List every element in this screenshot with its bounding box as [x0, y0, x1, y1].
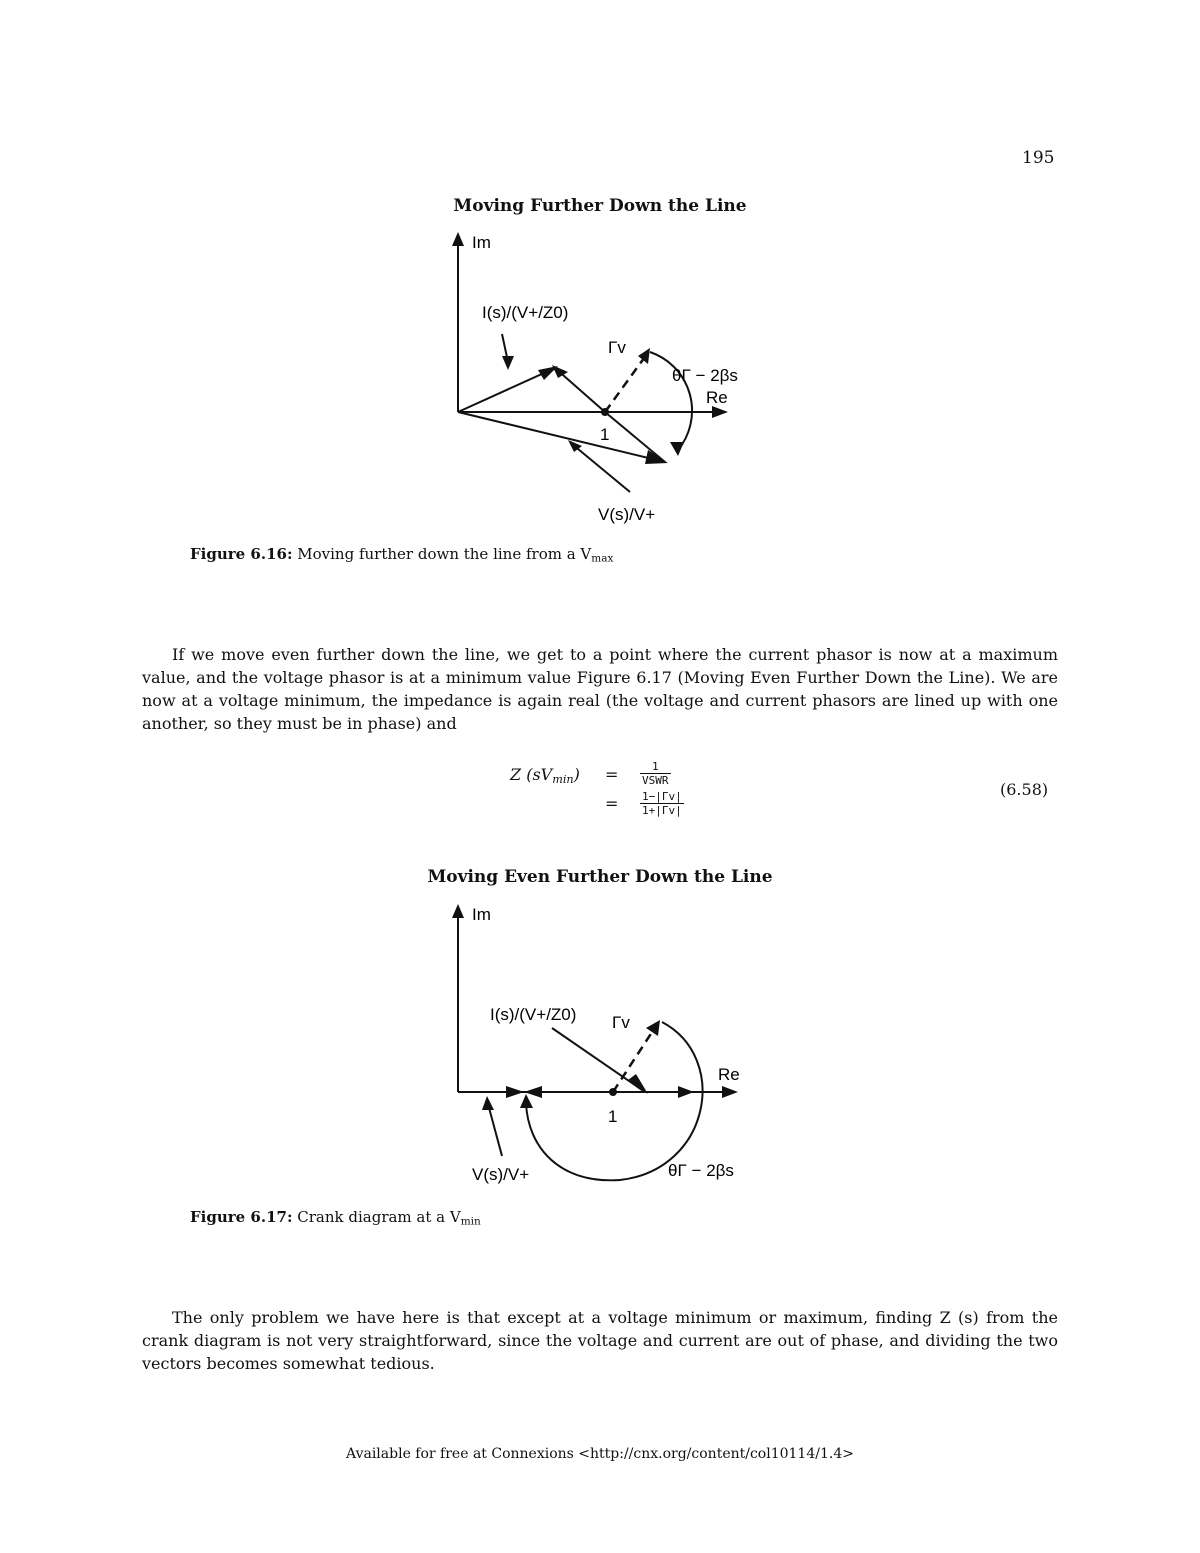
figure-1-caption-sub: max — [591, 552, 614, 565]
angle-label: θΓ − 2βs — [668, 1161, 734, 1180]
figure-2-caption-sub: min — [460, 1215, 481, 1228]
current-vector — [458, 368, 555, 412]
figure-2-title: Moving Even Further Down the Line — [427, 867, 773, 887]
fraction-2 — [640, 790, 684, 817]
gamma-label: Γv — [608, 338, 626, 357]
angle-label: θΓ − 2βs — [672, 366, 738, 385]
page-number: 195 — [1022, 148, 1055, 168]
figure-2-diagram — [440, 898, 770, 1198]
fraction-1-den: VSWR — [642, 774, 669, 787]
fraction-1 — [640, 760, 671, 787]
paragraph-2: The only problem we have here is that except at a voltage minimum or maximum, finding Z (s) from the crank diagram is not very straightforward, since the voltage and current are out of phase, and dividing the two vectors becomes somewhat tedious. — [142, 1308, 1058, 1373]
one-label: 1 — [608, 1107, 618, 1126]
re-label: Re — [706, 388, 728, 407]
re-label: Re — [718, 1065, 740, 1084]
figure-2-caption-text: Crank diagram at a V — [297, 1208, 461, 1226]
rotation-arc — [526, 1022, 703, 1180]
one-label: 1 — [600, 425, 610, 444]
current-vector — [552, 1028, 645, 1092]
equation-number: (6.58) — [1000, 780, 1049, 799]
fraction-2-den: 1+|Γv| — [642, 804, 682, 817]
paragraph-1: If we move even further down the line, we get to a point where the current phasor is now at a maximum value, and the voltage phasor is at a minimum value Figure 6.17 (Moving Even Further Down the Line). We are now at a voltage minimum, the impedance is again real (the voltage and current phasors are lined up with one another, so they must be in phase) and — [142, 645, 1058, 733]
figure-2-caption — [190, 1208, 481, 1228]
figure-2-caption-label: Figure 6.17: — [190, 1208, 293, 1226]
unit-point — [609, 1088, 617, 1096]
equation-lhs-sub: min — [552, 772, 574, 786]
voltage-arrowhead — [506, 1086, 524, 1098]
figure-1-diagram — [440, 228, 760, 528]
figure-1-caption — [190, 545, 613, 565]
fraction-1-num: 1 — [640, 760, 671, 774]
unit-point — [601, 408, 609, 416]
figure-1-title: Moving Further Down the Line — [453, 196, 747, 216]
equals-1: = — [605, 765, 619, 784]
current-label: I(s)/(V+/Z0) — [482, 303, 569, 322]
footer: Available for free at Connexions <http://cnx.org/content/col10114/1.4> — [346, 1446, 854, 1462]
voltage-label: V(s)/V+ — [472, 1165, 530, 1184]
im-label: Im — [472, 905, 491, 924]
fraction-2-num: 1−|Γv| — [642, 790, 682, 803]
equals-2: = — [605, 794, 619, 813]
gamma-label: Γv — [612, 1013, 630, 1032]
equation-6-58 — [470, 760, 730, 830]
equation-lhs-close: ) — [573, 765, 580, 784]
im-label: Im — [472, 233, 491, 252]
voltage-label: V(s)/V+ — [598, 505, 656, 524]
equation-lhs: Z (sV — [510, 765, 553, 784]
figure-1-caption-label: Figure 6.16: — [190, 545, 293, 563]
current-label: I(s)/(V+/Z0) — [490, 1005, 577, 1024]
figure-1-caption-text: Moving further down the line from a V — [297, 545, 592, 563]
gamma-vector — [605, 354, 647, 412]
